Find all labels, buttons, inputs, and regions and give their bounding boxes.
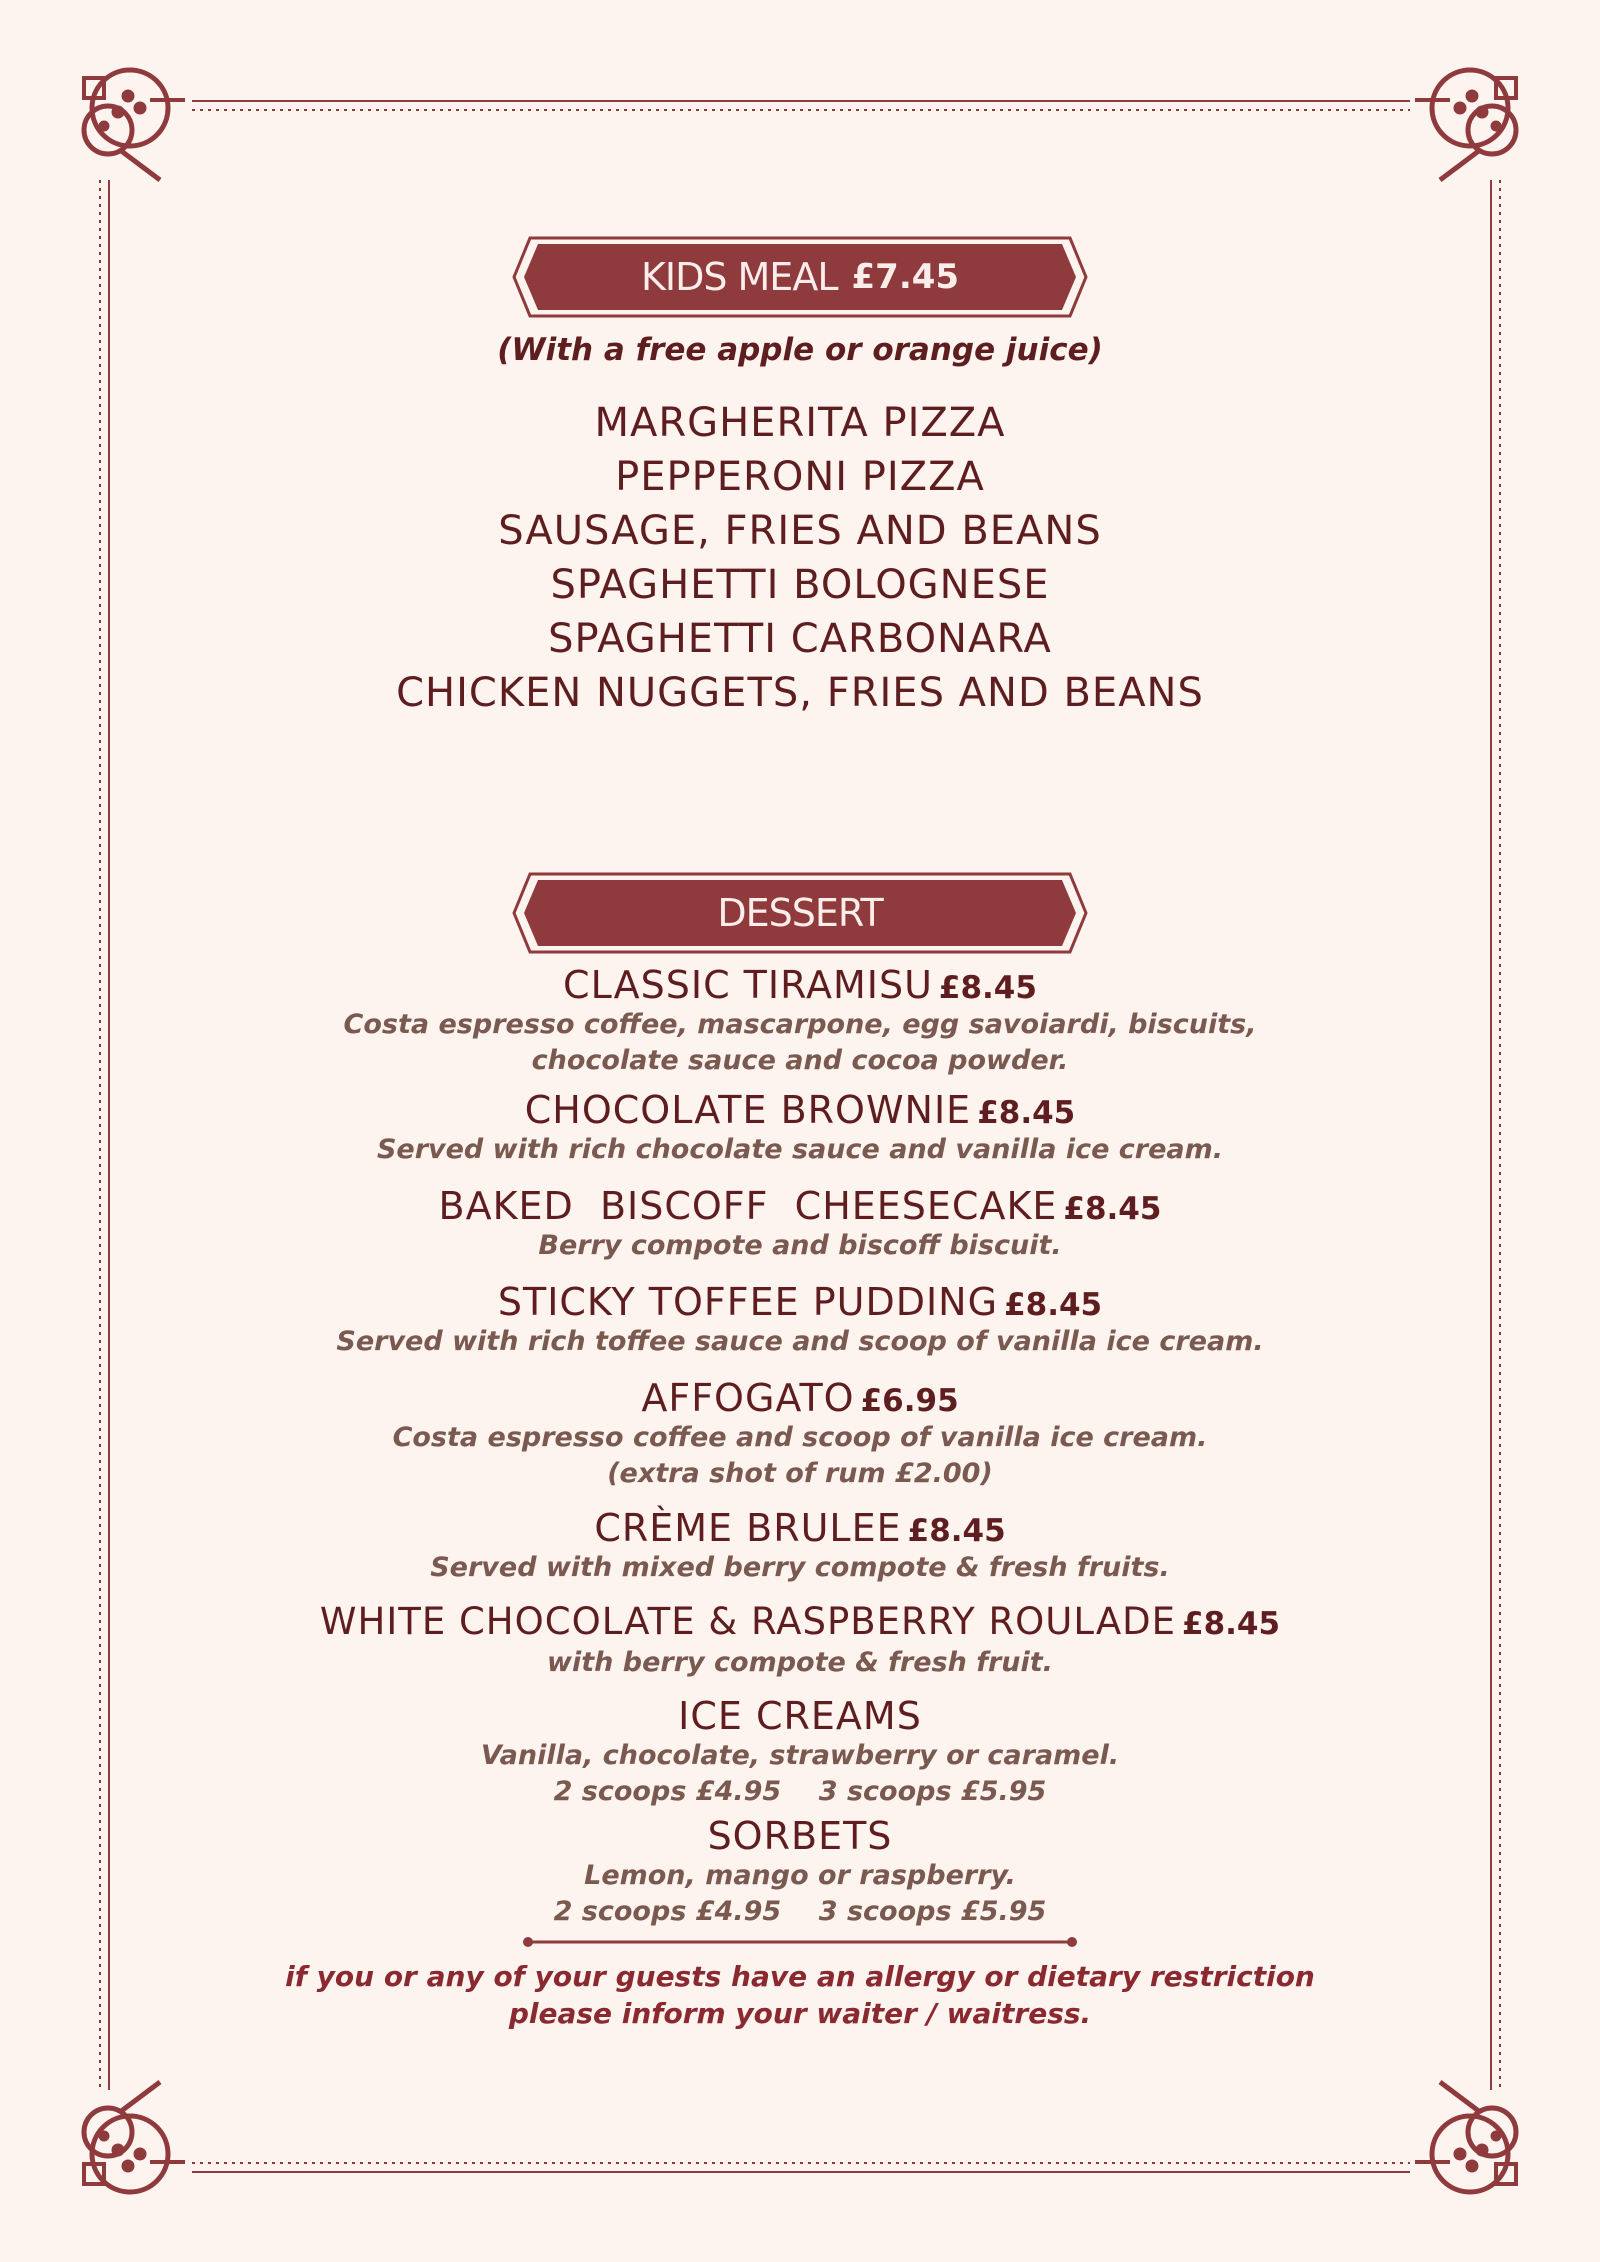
kids-meal-item: CHICKEN NUGGETS, FRIES AND BEANS — [396, 670, 1204, 716]
dessert-description: Served with rich toffee sauce and scoop of vanilla ice cream. — [336, 1326, 1264, 1357]
dessert-name: WHITE CHOCOLATE & RASPBERRY ROULADE — [319, 1600, 1177, 1643]
dessert-name: CHOCOLATE BROWNIE — [524, 1088, 972, 1132]
dessert-name: CRÈME BRULEE — [594, 1506, 902, 1550]
dessert-name: AFFOGATO — [641, 1376, 855, 1420]
dessert-item-cheesecake — [0, 1184, 1600, 1264]
dessert-price: £8.45 — [1182, 1606, 1281, 1642]
dessert-description: Berry compote and biscoff biscuit. — [538, 1230, 1062, 1261]
dessert-price: £6.95 — [860, 1383, 959, 1419]
dessert-item-affogato — [0, 1376, 1600, 1492]
dessert-banner — [510, 870, 1090, 956]
dessert-item-brownie — [0, 1088, 1600, 1168]
dessert-item-creme-brulee — [0, 1506, 1600, 1586]
dessert-description: Costa espresso coffee, mascarpone, egg savoiardi, biscuits, — [343, 1009, 1257, 1040]
dessert-name: CLASSIC TIRAMISU — [563, 963, 933, 1007]
dessert-item-sorbets — [0, 1814, 1600, 1930]
kids-meal-list — [0, 396, 1600, 720]
allergy-line: please inform your waiter / waitress. — [508, 1997, 1092, 2030]
divider-line — [522, 1936, 1078, 1948]
kids-meal-note: (With a free apple or orange juice) — [497, 332, 1103, 368]
dessert-price: £8.45 — [1004, 1287, 1103, 1323]
kids-meal-item: MARGHERITA PIZZA — [594, 400, 1006, 446]
dessert-description: Lemon, mango or raspberry. — [584, 1860, 1016, 1891]
dessert-description: Vanilla, chocolate, strawberry or caramel. — [480, 1740, 1120, 1771]
dessert-description: Costa espresso coffee and scoop of vanilla ice cream. — [392, 1422, 1208, 1453]
dessert-description: Served with rich chocolate sauce and vanilla ice cream. — [376, 1134, 1224, 1165]
allergy-notice — [0, 1958, 1600, 2032]
dessert-price: £8.45 — [1063, 1191, 1162, 1227]
dessert-name: STICKY TOFFEE PUDDING — [497, 1280, 999, 1324]
dessert-item-toffee-pudding — [0, 1280, 1600, 1360]
kids-meal-item: SAUSAGE, FRIES AND BEANS — [498, 508, 1102, 554]
dessert-description: with berry compote & fresh fruit. — [547, 1647, 1053, 1678]
dessert-name: SORBETS — [707, 1814, 893, 1858]
dessert-name: BAKED BISCOFF CHEESECAKE — [438, 1184, 1058, 1228]
dessert-title: DESSERT — [717, 891, 883, 935]
allergy-line: if you or any of your guests have an allergy or dietary restriction — [285, 1960, 1315, 1993]
dessert-price: £8.45 — [938, 970, 1037, 1006]
dessert-price: £8.45 — [977, 1095, 1076, 1131]
kids-meal-item: SPAGHETTI BOLOGNESE — [550, 562, 1050, 608]
dessert-description: chocolate sauce and cocoa powder. — [531, 1045, 1069, 1076]
kids-meal-price: £7.45 — [851, 257, 960, 297]
kids-meal-title: KIDS MEAL — [640, 255, 838, 299]
dessert-price-options: 2 scoops £4.95 3 scoops £5.95 — [553, 1896, 1047, 1927]
dessert-item-ice-creams — [0, 1694, 1600, 1810]
dessert-description: (extra shot of rum £2.00) — [607, 1458, 993, 1489]
dessert-price: £8.45 — [907, 1513, 1006, 1549]
dessert-description: Served with mixed berry compote & fresh fruits. — [430, 1552, 1170, 1583]
dessert-item-tiramisu — [0, 963, 1600, 1079]
kids-meal-item: SPAGHETTI CARBONARA — [548, 616, 1052, 662]
dessert-item-roulade — [0, 1600, 1600, 1678]
kids-meal-item: PEPPERONI PIZZA — [615, 454, 985, 500]
dessert-name: ICE CREAMS — [678, 1694, 922, 1738]
dessert-price-options: 2 scoops £4.95 3 scoops £5.95 — [553, 1776, 1047, 1807]
kids-meal-banner — [510, 234, 1090, 320]
